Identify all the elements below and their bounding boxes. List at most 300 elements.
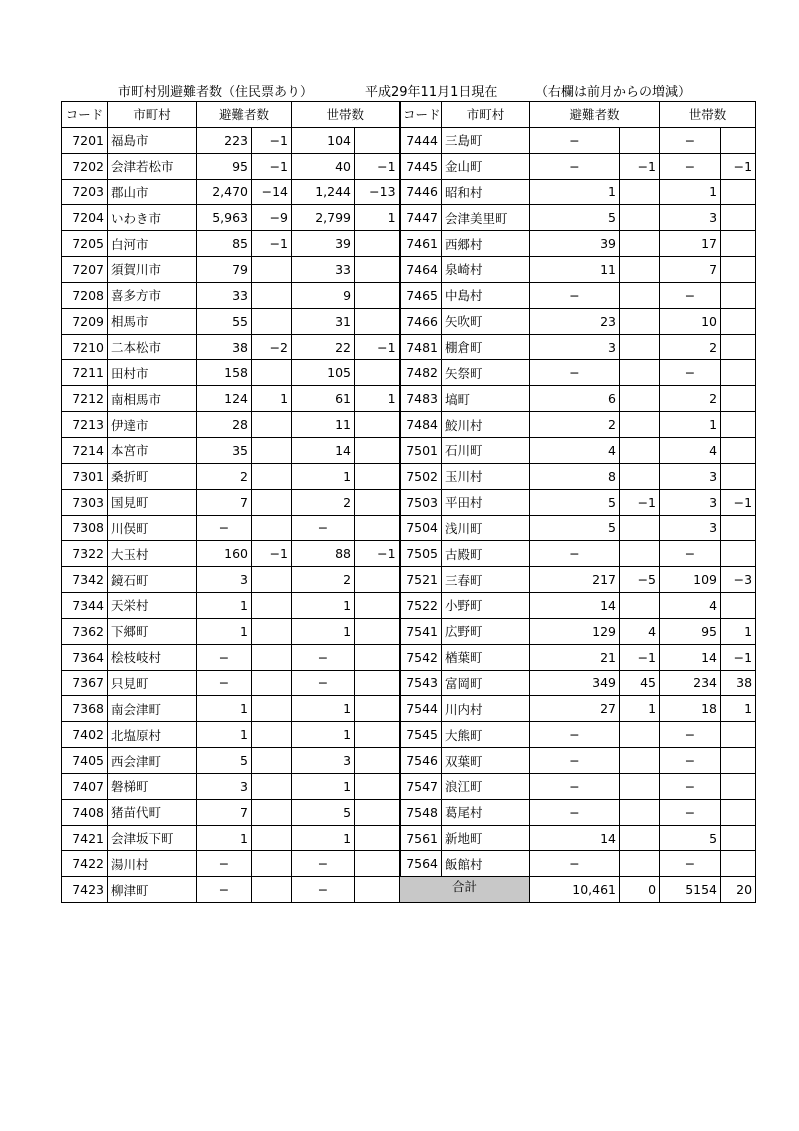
evacuee-count: 3 bbox=[197, 773, 252, 799]
municipality-code: 7213 bbox=[62, 412, 108, 438]
total-evacuees: 10,461 bbox=[530, 877, 620, 903]
household-change bbox=[355, 567, 400, 593]
evacuee-count: 7 bbox=[197, 489, 252, 515]
household-count: 109 bbox=[660, 567, 721, 593]
household-count: 14 bbox=[660, 644, 721, 670]
evacuee-count: 55 bbox=[197, 308, 252, 334]
household-change bbox=[355, 670, 400, 696]
household-change: 1 bbox=[355, 205, 400, 231]
evacuee-count: 1 bbox=[197, 593, 252, 619]
table-row bbox=[400, 773, 756, 799]
household-change bbox=[355, 308, 400, 334]
evacuee-change bbox=[252, 644, 292, 670]
household-count: 104 bbox=[292, 127, 355, 153]
table-row bbox=[400, 127, 756, 153]
evacuee-change: −5 bbox=[620, 567, 660, 593]
household-count: 7 bbox=[660, 257, 721, 283]
table-row bbox=[62, 670, 400, 696]
municipality-code: 7481 bbox=[400, 334, 442, 360]
table-row bbox=[62, 489, 400, 515]
municipality-name: 会津坂下町 bbox=[108, 825, 197, 851]
table-row bbox=[400, 644, 756, 670]
evacuee-count: − bbox=[530, 127, 620, 153]
evacuee-change: −1 bbox=[252, 127, 292, 153]
household-count: 1 bbox=[292, 696, 355, 722]
table-row bbox=[400, 851, 756, 877]
municipality-code: 7364 bbox=[62, 644, 108, 670]
evacuee-count: 158 bbox=[197, 360, 252, 386]
municipality-code: 7423 bbox=[62, 877, 108, 903]
municipality-code: 7209 bbox=[62, 308, 108, 334]
household-change bbox=[721, 825, 756, 851]
evacuee-count: 27 bbox=[530, 696, 620, 722]
household-count: 17 bbox=[660, 231, 721, 257]
household-count: 1 bbox=[292, 773, 355, 799]
household-count: 1 bbox=[292, 463, 355, 489]
table-row bbox=[62, 153, 400, 179]
evacuee-change bbox=[620, 825, 660, 851]
municipality-code: 7421 bbox=[62, 825, 108, 851]
municipality-name: 飯館村 bbox=[442, 851, 530, 877]
household-count: 105 bbox=[292, 360, 355, 386]
household-count: 234 bbox=[660, 670, 721, 696]
evacuee-count: 2,470 bbox=[197, 179, 252, 205]
household-change bbox=[355, 851, 400, 877]
municipality-name: 下郷町 bbox=[108, 618, 197, 644]
table-row bbox=[62, 334, 400, 360]
household-change bbox=[721, 437, 756, 463]
municipality-name: 相馬市 bbox=[108, 308, 197, 334]
evacuee-change bbox=[252, 773, 292, 799]
municipality-name: 只見町 bbox=[108, 670, 197, 696]
evacuee-count: 33 bbox=[197, 282, 252, 308]
household-change bbox=[721, 179, 756, 205]
household-change bbox=[355, 412, 400, 438]
municipality-name: 南会津町 bbox=[108, 696, 197, 722]
evacuee-change bbox=[620, 360, 660, 386]
table-row bbox=[400, 205, 756, 231]
municipality-code: 7465 bbox=[400, 282, 442, 308]
municipality-name: 喜多方市 bbox=[108, 282, 197, 308]
household-count: 2 bbox=[660, 334, 721, 360]
evacuee-change bbox=[252, 308, 292, 334]
municipality-code: 7207 bbox=[62, 257, 108, 283]
table-row bbox=[400, 799, 756, 825]
evacuee-count: 124 bbox=[197, 386, 252, 412]
household-change bbox=[355, 644, 400, 670]
table-row bbox=[400, 722, 756, 748]
household-change bbox=[355, 696, 400, 722]
evacuee-change bbox=[620, 386, 660, 412]
evacuee-count: 85 bbox=[197, 231, 252, 257]
table-row bbox=[62, 644, 400, 670]
household-count: 22 bbox=[292, 334, 355, 360]
household-change: −13 bbox=[355, 179, 400, 205]
household-count: − bbox=[660, 851, 721, 877]
table-row bbox=[62, 541, 400, 567]
col-header-municipality: 市町村 bbox=[108, 102, 197, 128]
municipality-code: 7402 bbox=[62, 722, 108, 748]
table-row bbox=[62, 618, 400, 644]
evacuee-change bbox=[620, 334, 660, 360]
household-change bbox=[355, 748, 400, 774]
municipality-name: 富岡町 bbox=[442, 670, 530, 696]
household-change bbox=[721, 308, 756, 334]
municipality-name: 棚倉町 bbox=[442, 334, 530, 360]
household-change bbox=[355, 489, 400, 515]
household-change bbox=[355, 515, 400, 541]
evacuee-change: −1 bbox=[620, 153, 660, 179]
household-count: − bbox=[660, 748, 721, 774]
municipality-code: 7211 bbox=[62, 360, 108, 386]
household-count: 2 bbox=[292, 489, 355, 515]
household-count: 31 bbox=[292, 308, 355, 334]
table-row bbox=[62, 463, 400, 489]
evacuee-change bbox=[252, 463, 292, 489]
total-household-change: 20 bbox=[721, 877, 756, 903]
household-count: 40 bbox=[292, 153, 355, 179]
evacuee-count: 3 bbox=[530, 334, 620, 360]
evacuee-count: 39 bbox=[530, 231, 620, 257]
household-change bbox=[355, 231, 400, 257]
left-header-row bbox=[62, 102, 400, 128]
evacuee-count: 5 bbox=[530, 489, 620, 515]
evacuee-change bbox=[620, 127, 660, 153]
evacuee-change bbox=[620, 541, 660, 567]
col-header-evacuees: 避難者数 bbox=[197, 102, 292, 128]
evacuee-change bbox=[620, 308, 660, 334]
household-change bbox=[355, 618, 400, 644]
household-change bbox=[721, 412, 756, 438]
table-row bbox=[62, 593, 400, 619]
evacuee-change bbox=[620, 282, 660, 308]
evacuee-change: −1 bbox=[252, 231, 292, 257]
municipality-code: 7564 bbox=[400, 851, 442, 877]
col-header-households: 世帯数 bbox=[292, 102, 400, 128]
household-change: −1 bbox=[721, 489, 756, 515]
municipality-code: 7322 bbox=[62, 541, 108, 567]
municipality-code: 7543 bbox=[400, 670, 442, 696]
table-row bbox=[62, 437, 400, 463]
household-change bbox=[355, 127, 400, 153]
table-row bbox=[400, 231, 756, 257]
table-row bbox=[400, 748, 756, 774]
table-row bbox=[400, 437, 756, 463]
evacuee-change bbox=[620, 593, 660, 619]
table-row bbox=[400, 179, 756, 205]
table-row bbox=[62, 773, 400, 799]
household-count: − bbox=[292, 877, 355, 903]
municipality-name: 小野町 bbox=[442, 593, 530, 619]
municipality-name: 大玉村 bbox=[108, 541, 197, 567]
evacuee-change bbox=[252, 722, 292, 748]
evacuee-count: 5,963 bbox=[197, 205, 252, 231]
municipality-code: 7505 bbox=[400, 541, 442, 567]
evacuee-count: 1 bbox=[197, 825, 252, 851]
municipality-name: 会津若松市 bbox=[108, 153, 197, 179]
table-row bbox=[62, 308, 400, 334]
municipality-code: 7446 bbox=[400, 179, 442, 205]
municipality-name: 福島市 bbox=[108, 127, 197, 153]
evacuee-change bbox=[252, 567, 292, 593]
municipality-code: 7422 bbox=[62, 851, 108, 877]
municipality-code: 7201 bbox=[62, 127, 108, 153]
municipality-code: 7544 bbox=[400, 696, 442, 722]
household-change bbox=[355, 282, 400, 308]
household-change bbox=[721, 799, 756, 825]
household-count: − bbox=[292, 515, 355, 541]
municipality-name: 湯川村 bbox=[108, 851, 197, 877]
household-change bbox=[721, 127, 756, 153]
evacuee-count: 7 bbox=[197, 799, 252, 825]
evacuee-change bbox=[620, 515, 660, 541]
evacuee-count: − bbox=[530, 773, 620, 799]
municipality-code: 7301 bbox=[62, 463, 108, 489]
evacuee-count: − bbox=[197, 851, 252, 877]
municipality-name: 双葉町 bbox=[442, 748, 530, 774]
municipality-name: 石川町 bbox=[442, 437, 530, 463]
table-row bbox=[400, 334, 756, 360]
evacuee-change bbox=[252, 412, 292, 438]
municipality-code: 7405 bbox=[62, 748, 108, 774]
household-change: 1 bbox=[355, 386, 400, 412]
household-change bbox=[355, 722, 400, 748]
municipality-name: 楢葉町 bbox=[442, 644, 530, 670]
municipality-code: 7483 bbox=[400, 386, 442, 412]
municipality-name: 金山町 bbox=[442, 153, 530, 179]
municipality-name: 昭和村 bbox=[442, 179, 530, 205]
municipality-code: 7368 bbox=[62, 696, 108, 722]
evacuee-change bbox=[252, 825, 292, 851]
evacuee-count: − bbox=[530, 282, 620, 308]
table-row bbox=[62, 231, 400, 257]
household-change: −1 bbox=[355, 153, 400, 179]
table-row bbox=[400, 670, 756, 696]
table-row bbox=[62, 825, 400, 851]
left-table bbox=[61, 101, 401, 903]
table-row bbox=[62, 851, 400, 877]
evacuee-count: 28 bbox=[197, 412, 252, 438]
municipality-code: 7210 bbox=[62, 334, 108, 360]
evacuee-count: − bbox=[530, 799, 620, 825]
household-count: − bbox=[660, 127, 721, 153]
table-row bbox=[62, 567, 400, 593]
evacuee-count: 95 bbox=[197, 153, 252, 179]
municipality-name: 鮫川村 bbox=[442, 412, 530, 438]
evacuee-change bbox=[252, 748, 292, 774]
municipality-code: 7202 bbox=[62, 153, 108, 179]
household-change: −1 bbox=[721, 644, 756, 670]
household-change bbox=[355, 877, 400, 903]
household-change bbox=[721, 282, 756, 308]
municipality-code: 7482 bbox=[400, 360, 442, 386]
evacuee-count: 1 bbox=[197, 696, 252, 722]
household-count: − bbox=[660, 722, 721, 748]
household-count: 2,799 bbox=[292, 205, 355, 231]
municipality-code: 7546 bbox=[400, 748, 442, 774]
household-change bbox=[355, 799, 400, 825]
household-change bbox=[721, 463, 756, 489]
municipality-code: 7503 bbox=[400, 489, 442, 515]
evacuee-change: 45 bbox=[620, 670, 660, 696]
evacuee-change bbox=[620, 257, 660, 283]
household-count: 1 bbox=[660, 412, 721, 438]
table-row bbox=[400, 618, 756, 644]
municipality-name: 川俣町 bbox=[108, 515, 197, 541]
household-count: 3 bbox=[660, 515, 721, 541]
table-row bbox=[400, 257, 756, 283]
household-change bbox=[721, 231, 756, 257]
evacuee-count: 11 bbox=[530, 257, 620, 283]
table-row bbox=[62, 205, 400, 231]
evacuee-change bbox=[252, 799, 292, 825]
evacuee-change bbox=[252, 360, 292, 386]
evacuee-change bbox=[252, 257, 292, 283]
evacuee-count: 5 bbox=[530, 515, 620, 541]
evacuee-count: 3 bbox=[197, 567, 252, 593]
table-row bbox=[400, 463, 756, 489]
title-main: 市町村別避難者数（住民票あり） bbox=[118, 85, 314, 100]
evacuee-change bbox=[252, 618, 292, 644]
household-change bbox=[721, 386, 756, 412]
household-count: 4 bbox=[660, 593, 721, 619]
municipality-code: 7214 bbox=[62, 437, 108, 463]
household-count: 2 bbox=[292, 567, 355, 593]
municipality-code: 7212 bbox=[62, 386, 108, 412]
municipality-name: 浪江町 bbox=[442, 773, 530, 799]
table-row bbox=[62, 877, 400, 903]
evacuee-count: 35 bbox=[197, 437, 252, 463]
table-row bbox=[62, 386, 400, 412]
municipality-name: 玉川村 bbox=[442, 463, 530, 489]
table-row bbox=[62, 179, 400, 205]
household-count: 39 bbox=[292, 231, 355, 257]
table-row bbox=[62, 799, 400, 825]
municipality-name: 三春町 bbox=[442, 567, 530, 593]
title-date: 平成29年11月1日現在 bbox=[365, 85, 498, 100]
table-row bbox=[400, 515, 756, 541]
municipality-name: 二本松市 bbox=[108, 334, 197, 360]
evacuee-change: −2 bbox=[252, 334, 292, 360]
evacuee-count: 2 bbox=[197, 463, 252, 489]
municipality-name: 川内村 bbox=[442, 696, 530, 722]
household-change: −1 bbox=[721, 153, 756, 179]
table-row bbox=[400, 489, 756, 515]
table-row bbox=[400, 412, 756, 438]
municipality-name: 塙町 bbox=[442, 386, 530, 412]
evacuee-count: 38 bbox=[197, 334, 252, 360]
evacuee-change: 1 bbox=[620, 696, 660, 722]
household-change bbox=[721, 773, 756, 799]
evacuee-count: − bbox=[197, 877, 252, 903]
table-row bbox=[400, 541, 756, 567]
municipality-code: 7362 bbox=[62, 618, 108, 644]
household-change bbox=[721, 748, 756, 774]
municipality-name: 三島町 bbox=[442, 127, 530, 153]
evacuee-count: 349 bbox=[530, 670, 620, 696]
household-change: −1 bbox=[355, 334, 400, 360]
municipality-name: 平田村 bbox=[442, 489, 530, 515]
municipality-name: 本宮市 bbox=[108, 437, 197, 463]
household-change bbox=[355, 825, 400, 851]
household-change: −3 bbox=[721, 567, 756, 593]
evacuee-change bbox=[252, 696, 292, 722]
page-title bbox=[60, 81, 760, 101]
municipality-name: 柳津町 bbox=[108, 877, 197, 903]
household-count: 14 bbox=[292, 437, 355, 463]
household-change bbox=[355, 463, 400, 489]
municipality-name: 磐梯町 bbox=[108, 773, 197, 799]
evacuee-count: 14 bbox=[530, 593, 620, 619]
household-count: − bbox=[660, 541, 721, 567]
evacuee-count: 4 bbox=[530, 437, 620, 463]
municipality-name: 桑折町 bbox=[108, 463, 197, 489]
municipality-code: 7547 bbox=[400, 773, 442, 799]
household-change bbox=[721, 360, 756, 386]
household-count: 10 bbox=[660, 308, 721, 334]
table-row bbox=[62, 748, 400, 774]
municipality-code: 7445 bbox=[400, 153, 442, 179]
evacuee-change bbox=[252, 877, 292, 903]
evacuee-count: 21 bbox=[530, 644, 620, 670]
household-count: 1 bbox=[292, 593, 355, 619]
evacuee-change bbox=[620, 205, 660, 231]
evacuee-change bbox=[620, 773, 660, 799]
evacuee-change bbox=[252, 437, 292, 463]
evacuee-count: 223 bbox=[197, 127, 252, 153]
household-change: 1 bbox=[721, 618, 756, 644]
evacuee-change bbox=[620, 748, 660, 774]
evacuee-count: 1 bbox=[197, 722, 252, 748]
right-table bbox=[399, 101, 756, 903]
municipality-code: 7464 bbox=[400, 257, 442, 283]
evacuee-change: −9 bbox=[252, 205, 292, 231]
municipality-code: 7504 bbox=[400, 515, 442, 541]
evacuee-count: 129 bbox=[530, 618, 620, 644]
title-note: （右欄は前月からの増減） bbox=[535, 85, 692, 100]
municipality-code: 7342 bbox=[62, 567, 108, 593]
evacuee-count: − bbox=[197, 644, 252, 670]
evacuee-change bbox=[252, 489, 292, 515]
evacuee-count: 5 bbox=[530, 205, 620, 231]
evacuee-change bbox=[252, 851, 292, 877]
household-count: 3 bbox=[660, 463, 721, 489]
household-change bbox=[721, 593, 756, 619]
household-count: − bbox=[660, 282, 721, 308]
household-change: 1 bbox=[721, 696, 756, 722]
evacuee-count: 14 bbox=[530, 825, 620, 851]
municipality-name: 中島村 bbox=[442, 282, 530, 308]
evacuee-change bbox=[620, 722, 660, 748]
municipality-name: 広野町 bbox=[442, 618, 530, 644]
col-header-municipality: 市町村 bbox=[442, 102, 530, 128]
evacuee-count: − bbox=[530, 360, 620, 386]
evacuee-change bbox=[620, 463, 660, 489]
municipality-code: 7466 bbox=[400, 308, 442, 334]
household-count: 1 bbox=[660, 179, 721, 205]
household-count: 5 bbox=[292, 799, 355, 825]
evacuee-count: 5 bbox=[197, 748, 252, 774]
total-row bbox=[400, 877, 756, 903]
municipality-name: 新地町 bbox=[442, 825, 530, 851]
municipality-name: 浅川町 bbox=[442, 515, 530, 541]
household-count: 1 bbox=[292, 722, 355, 748]
household-count: 1,244 bbox=[292, 179, 355, 205]
municipality-code: 7208 bbox=[62, 282, 108, 308]
evacuee-count: 8 bbox=[530, 463, 620, 489]
household-change bbox=[355, 773, 400, 799]
evacuee-change: 4 bbox=[620, 618, 660, 644]
